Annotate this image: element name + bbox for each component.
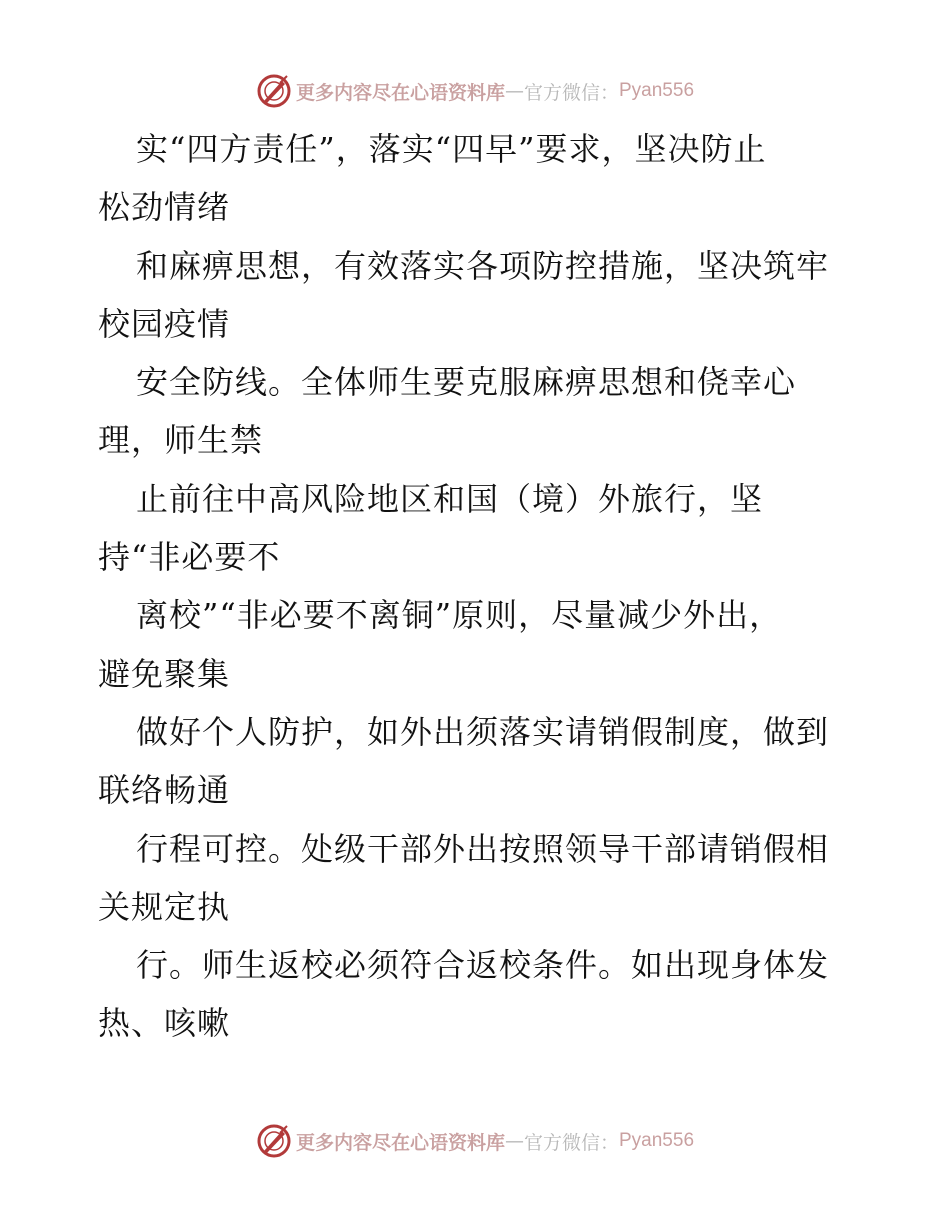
text-line: 关规定执	[98, 887, 231, 926]
banner-wechat-id: Pyan556	[619, 1130, 695, 1151]
text-line: 校园疫情	[98, 304, 231, 343]
quill-pen-logo-icon	[256, 73, 292, 109]
text-line: 止前往中高风险地区和国（境）外旅行，坚	[136, 479, 764, 518]
quill-pen-logo-icon	[256, 1123, 292, 1159]
banner-wechat-label: 官方微信：	[523, 81, 619, 104]
text-line: 离校”“非必要不离铜”原则，尽量减少外出，	[136, 596, 783, 635]
banner-dash: —	[504, 80, 524, 102]
text-line: 松劲情绪	[98, 188, 231, 227]
text-line: 和麻痹思想，有效落实各项防控措施，坚决筑牢	[136, 246, 830, 285]
text-line: 热、咳嗽	[98, 1004, 231, 1043]
banner-main-text: 更多内容尽在心语资料库	[295, 1131, 505, 1154]
text-line: 持“非必要不	[98, 538, 281, 577]
banner-wechat-id: Pyan556	[619, 80, 695, 101]
banner-wechat-label: 官方微信：	[523, 1131, 619, 1154]
banner-dash: —	[504, 1130, 524, 1152]
text-line: 行程可控。处级干部外出按照领导干部请销假相	[136, 829, 830, 868]
text-line: 行。师生返校必须符合返校条件。如出现身体发	[136, 946, 830, 985]
footer-banner	[0, 1121, 950, 1161]
document-body	[98, 120, 858, 1053]
text-line: 避免聚集	[98, 654, 231, 693]
banner-main-text: 更多内容尽在心语资料库	[295, 81, 505, 104]
text-line: 理，师生禁	[98, 421, 264, 460]
text-line: 联络畅通	[98, 771, 231, 810]
text-line: 实“四方责任”，落实“四早”要求，坚决防止	[136, 130, 767, 168]
header-banner	[0, 71, 950, 111]
text-line: 做好个人防护，如外出须落实请销假制度，做到	[136, 712, 830, 751]
text-line: 安全防线。全体师生要克服麻痹思想和侥幸心	[136, 363, 797, 402]
